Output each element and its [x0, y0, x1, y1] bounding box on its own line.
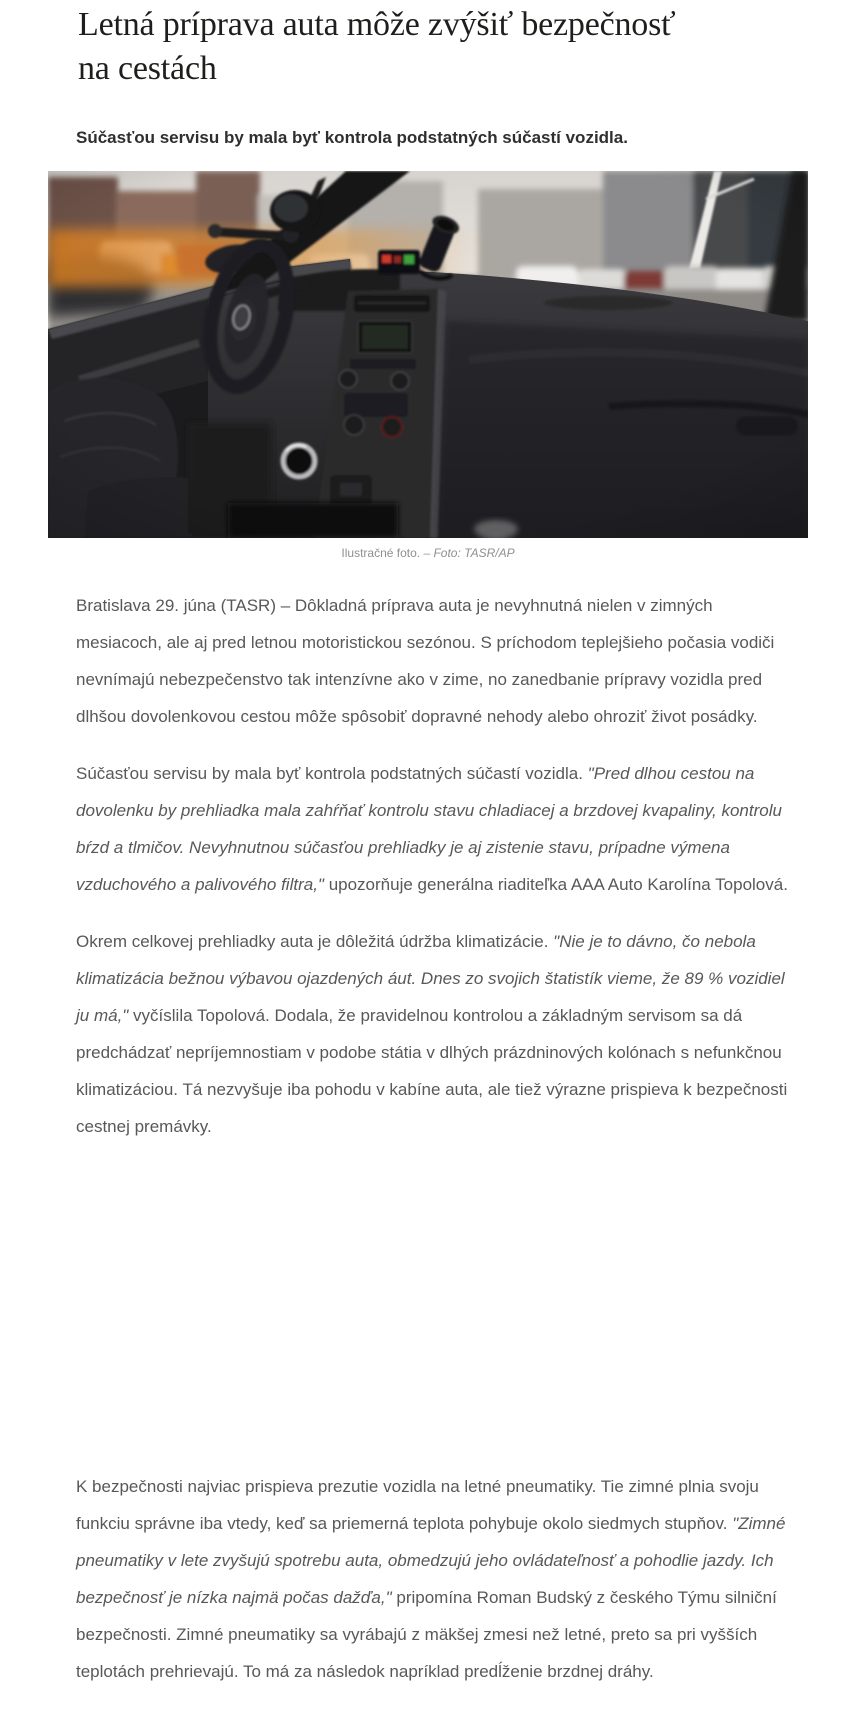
quote-text: – Foto: TASR/AP: [423, 546, 515, 560]
body-text: pripomína Roman Budský z českého Týmu silniční bezpečnosti. Zimné pneumatiky sa vyrábajú z mäkšej zmesi než letné, preto sa pri vyšších teplotách prehrievajú. To má za následok napríklad predĺženie brzdnej dráhy.: [76, 1588, 777, 1681]
body-text: K bezpečnosti najviac prispieva prezutie vozidla na letné pneumatiky. Tie zimné plnia svoju funkciu správne iba vtedy, keď sa priemerná teplota pohybuje okolo siedmych stupňov.: [76, 1477, 759, 1533]
car-interior-photo: [48, 171, 808, 538]
article-photo: [48, 171, 808, 561]
article-body: [76, 587, 802, 1690]
article-page: [48, 0, 808, 1690]
article-subtitle: Súčasťou servisu by mala byť kontrola podstatných súčastí vozidla.: [76, 128, 628, 147]
quote-text: "Pred dlhou cestou na dovolenku by prehliadka mala zahŕňať kontrolu stavu chladiacej a brzdovej kvapaliny, kontrolu bŕzd a tlmičov. Nevyhnutnou súčasťou prehliadky je aj zistenie stavu, prípadne výmena vzduchového a palivového filtra,": [76, 764, 782, 894]
body-text: Okrem celkovej prehliadky auta je dôležitá údržba klimatizácie.: [76, 932, 554, 951]
quote-text: "Zimné pneumatiky v lete zvyšujú spotrebu auta, obmedzujú jeho ovládateľnosť a pohodlie jazdy. Ich bezpečnosť je nízka najmä počas dažďa,": [76, 1514, 786, 1607]
photo-frame: [48, 171, 808, 538]
paragraph: [76, 1468, 802, 1690]
photo-caption: [48, 545, 808, 561]
ad-slot-empty: [76, 1165, 802, 1468]
body-text: upozorňuje generálna riaditeľka AAA Auto Karolína Topolová.: [323, 875, 788, 894]
body-text: vyčíslila Topolová. Dodala, že pravidelnou kontrolou a základným servisom sa dá predchádzať nepríjemnostiam v podobe státia v dlhých prázdninových kolónach s nefunkčnou klimatizáciou. Tá nezvyšuje iba pohodu v kabíne auta, ale tiež výrazne prispieva k bezpečnosti cestnej premávky.: [76, 1006, 788, 1136]
body-text: Súčasťou servisu by mala byť kontrola podstatných súčastí vozidla.: [76, 764, 588, 783]
page-title: Letná príprava auta môže zvýšiť bezpečnosť na cestách: [78, 6, 676, 87]
body-text: Ilustračné foto.: [341, 546, 424, 560]
paragraph-lead: [76, 587, 802, 735]
quote-text: "Nie je to dávno, čo nebola klimatizácia bežnou výbavou ojazdených áut. Dnes zo svojich štatistík vieme, že 89 % vozidiel ju má,": [76, 932, 785, 1025]
paragraph: [76, 923, 802, 1145]
paragraph: [76, 755, 802, 903]
body-text: Bratislava 29. júna (TASR) – Dôkladná príprava auta je nevyhnutná nielen v zimných mesiacoch, ale aj pred letnou motoristickou sezónou. S príchodom teplejšieho počasia vodiči nevnímajú nebezpečenstvo tak intenzívne ako v zime, no zanedbanie prípravy vozidla pred dlhšou dovolenkovou cestou môže spôsobiť dopravné nehody alebo ohroziť život posádky.: [76, 596, 775, 726]
